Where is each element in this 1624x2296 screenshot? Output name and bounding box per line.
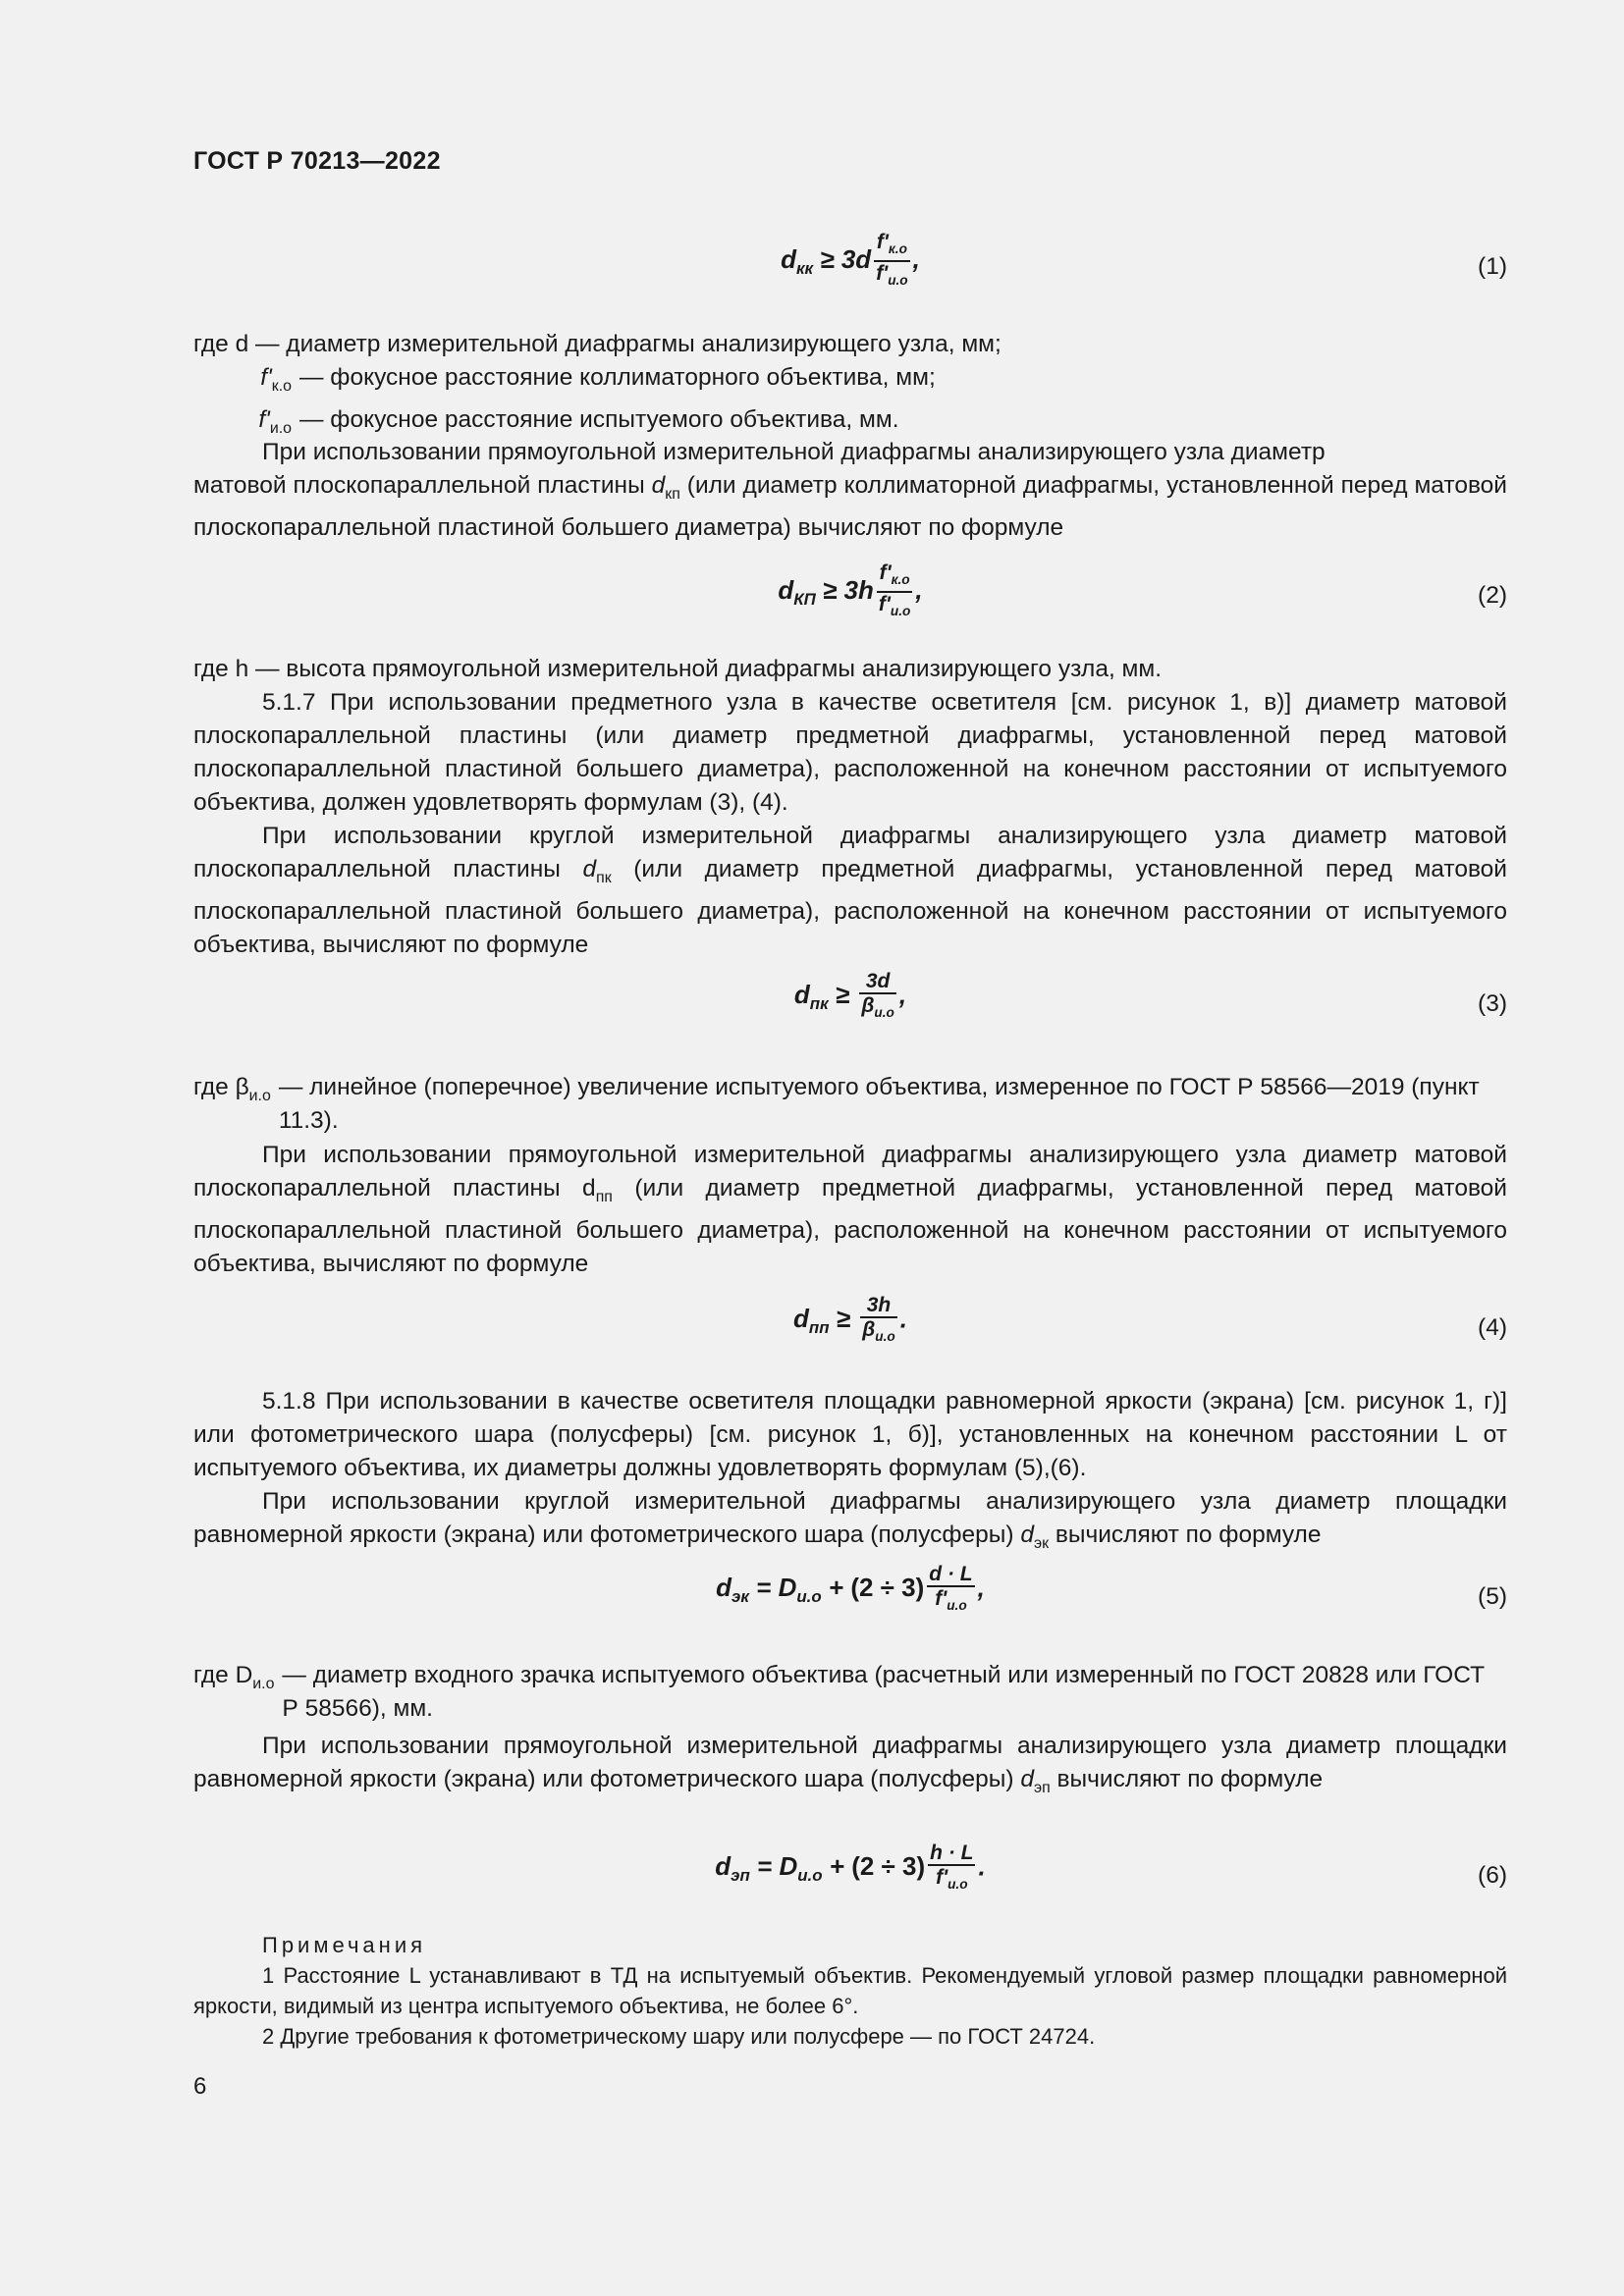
document-header: ГОСТ Р 70213—2022: [193, 147, 441, 175]
where-d: где d — диаметр измерительной диафрагмы анализирующего узла, мм;: [193, 331, 1001, 357]
formula-6: $d_{эп} = D_{и.о} + (2 \div 3)$ $\frac{h \cdot L}{f'_{и.о}}$ . (6): [715, 1842, 1507, 1893]
formula-4: $d_{пп}$ ≥ $\frac{3h}{\beta_{и.о}}$ . (4): [793, 1294, 1507, 1345]
notes-block: [193, 1930, 1507, 2052]
equation-number-3: (3): [1478, 990, 1507, 1017]
clause-5-1-8: 5.1.8 При использовании в качестве осветителя площадки равномерной яркости (экрана) [см. рисунок 1, г)] или фотометрического шара (полусферы) [см. рисунок 1, б)], установленных на конечном расстоянии L от испытуемого объектива, их диаметры должны удовлетворять формулам (5),(6).: [193, 1388, 1507, 1481]
equation-number-5: (5): [1478, 1583, 1507, 1610]
note-2: 2 Другие требования к фотометрическому шару или полусфере — по ГОСТ 24724.: [262, 2024, 1096, 2049]
equation-number-1: (1): [1478, 253, 1507, 280]
note-1: 1 Расстояние L устанавливают в ТД на испытуемый объектив. Рекомендуемый угловой размер площадки равномерной яркости, видимый из центра испытуемого объектива, не более 6°.: [193, 1963, 1507, 2018]
paragraph-4: При использовании прямоугольной измерительной диафрагмы анализирующего узла диаметр матовой плоскопараллельной пластины $d_{пп}$ (или диаметр предметной диафрагмы, установленной перед матовой плоскопараллельной пластиной большего диаметра), расположенной на конечном расстоянии от испытуемого объектива, вычисляют по формуле: [193, 1142, 1507, 1277]
where-h: где h — высота прямоугольной измерительной диафрагмы анализирующего узла, мм.: [193, 656, 1163, 682]
paragraph-7: При использовании прямоугольной измерительной диафрагмы анализирующего узла диаметр площадки равномерной яркости (экрана) или фотометрического шара (полусферы) $d_{эп}$ вычисляют по формуле: [193, 1733, 1507, 1796]
where-fko: $f'_{к.о}$ — фокусное расстояние коллиматорного объектива, мм;: [260, 364, 936, 395]
paragraph-group-2: [193, 653, 1507, 962]
where-D: где $D_{и.о}$ — диаметр входного зрачка испытуемого объектива (расчетный или измеренный по ГОСТ 20828 или ГОСТ Р 58566), мм.: [193, 1662, 1486, 1722]
formula-3: $d_{пк}$ ≥ $\frac{3d}{\beta_{и.о}}$ , (3): [793, 970, 1507, 1021]
formula-1: $d_{кк} \ge 3d$ $\frac{f'_{к.о}}{f'_{и.о}}$ , (1): [781, 231, 1507, 289]
equation-number-4: (4): [1478, 1314, 1507, 1341]
formula-5: $d_{эк} = D_{и.о} + (2 \div 3)$ $\frac{d \cdot L}{f'_{и.о}}$ , (5): [716, 1563, 1507, 1614]
notes-title: Примечания: [262, 1933, 427, 1957]
formula-2: $d_{КП} \ge 3h$ $\frac{f'_{к.о}}{f'_{и.о}}$ , (2): [778, 561, 1507, 619]
equation-number-2: (2): [1478, 582, 1507, 609]
equation-number-6: (6): [1478, 1862, 1507, 1889]
where-block-1: [193, 328, 1507, 446]
paragraph-1: При использовании прямоугольной измерительной диафрагмы анализирующего узла диаметр матовой плоскопараллельной пластины $d_{кп}$ (или диаметр коллиматорной диафрагмы, установленной перед матовой плоскопараллельной пластиной большего диаметра) вычисляют по формуле: [193, 439, 1507, 541]
paragraph-3: При использовании круглой измерительной диафрагмы анализирующего узла диаметр матовой плоскопараллельной пластины $d_{пк}$ (или диаметр предметной диафрагмы, установленной перед матовой плоскопараллельной пластиной большего диаметра), расположенной на конечном расстоянии от испытуемого объектива, вычисляют по формуле: [193, 823, 1507, 958]
paragraph-6: При использовании круглой измерительной диафрагмы анализирующего узла диаметр площадки равномерной яркости (экрана) или фотометрического шара (полусферы) $d_{эк}$ вычисляют по формуле: [193, 1488, 1507, 1552]
clause-5-1-7: 5.1.7 При использовании предметного узла в качестве осветителя [см. рисунок 1, в)] диаметр матовой плоскопараллельной пластины (или диаметр предметной диафрагмы, установленной перед матовой плоскопараллельной пластиной большего диаметра), расположенной на конечном расстоянии от испытуемого объектива, должен удовлетворять формулам (3), (4).: [193, 689, 1507, 816]
where-beta: где $\beta_{и.о}$ — линейное (поперечное) увеличение испытуемого объектива, измеренное по ГОСТ Р 58566—2019 (пункт 11.3).: [193, 1074, 1480, 1134]
paragraph-group-5: [193, 1385, 1507, 1561]
page-number: 6: [193, 2073, 207, 2100]
where-fio: $f'_{и.о}$ — фокусное расстояние испытуемого объектива, мм.: [258, 405, 899, 437]
